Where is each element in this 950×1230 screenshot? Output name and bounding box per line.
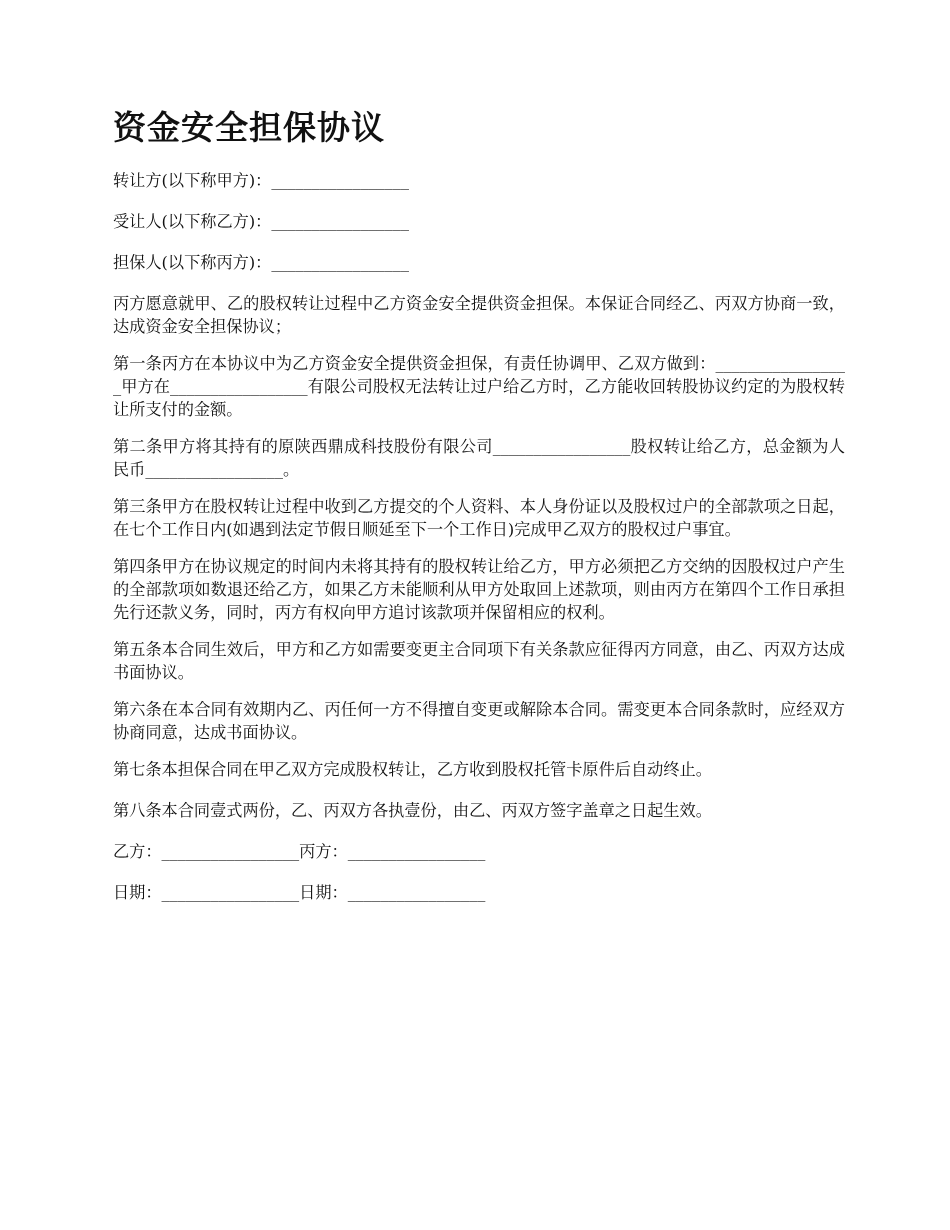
article-5: 第五条本合同生效后，甲方和乙方如需要变更主合同项下有关条款应征得丙方同意，由乙、丙双方达成书面协议。: [113, 640, 845, 682]
article-3: 第三条甲方在股权转让过程中收到乙方提交的个人资料、本人身份证以及股权过户的全部款项之日起，在七个工作日内(如遇到法定节假日顺延至下一个工作日)完成甲乙双方的股权过户事宜。: [113, 497, 845, 539]
article-8: 第八条本合同壹式两份，乙、丙双方各执壹份，由乙、丙双方签字盖章之日起生效。: [113, 801, 712, 820]
party-transferor: 转让方(以下称甲方)：_________________: [113, 171, 409, 190]
signature-line: 乙方：_________________丙方：_________________: [113, 842, 486, 861]
party-guarantor: 担保人(以下称丙方)：_________________: [113, 253, 409, 272]
article-6: 第六条在本合同有效期内乙、丙任何一方不得擅自变更或解除本合同。需变更本合同条款时，应经双方协商同意，达成书面协议。: [113, 700, 845, 742]
article-4: 第四条甲方在协议规定的时间内未将其持有的股权转让给乙方，甲方必须把乙方交纳的因股权过户产生的全部款项如数退还给乙方，如果乙方未能顺利从甲方处取回上述款项，则由丙方在第四个工作日承担先行还款义务，同时，丙方有权向甲方追讨该款项并保留相应的权利。: [113, 557, 845, 622]
document-title: 资金安全担保协议: [113, 108, 385, 147]
article-2: 第二条甲方将其持有的原陕西鼎成科技股份有限公司_________________股权转让给乙方，总金额为人民币_________________。: [113, 437, 845, 479]
document-page: [113, 108, 845, 922]
party-transferee: 受让人(以下称乙方)：_________________: [113, 212, 409, 231]
date-line: 日期：_________________日期：_________________: [113, 883, 486, 902]
preamble-paragraph: 丙方愿意就甲、乙的股权转让过程中乙方资金安全提供资金担保。本保证合同经乙、丙双方协商一致，达成资金安全担保协议；: [113, 294, 845, 336]
article-1: 第一条丙方在本协议中为乙方资金安全提供资金担保，有责任协调甲、乙双方做到：_________________甲方在_________________有限公司股权无法转让过户给乙方时，乙方能收回转股协议约定的为股权转让所支付的金额。: [113, 354, 845, 419]
article-7: 第七条本担保合同在甲乙双方完成股权转让，乙方收到股权托管卡原件后自动终止。: [113, 760, 712, 779]
